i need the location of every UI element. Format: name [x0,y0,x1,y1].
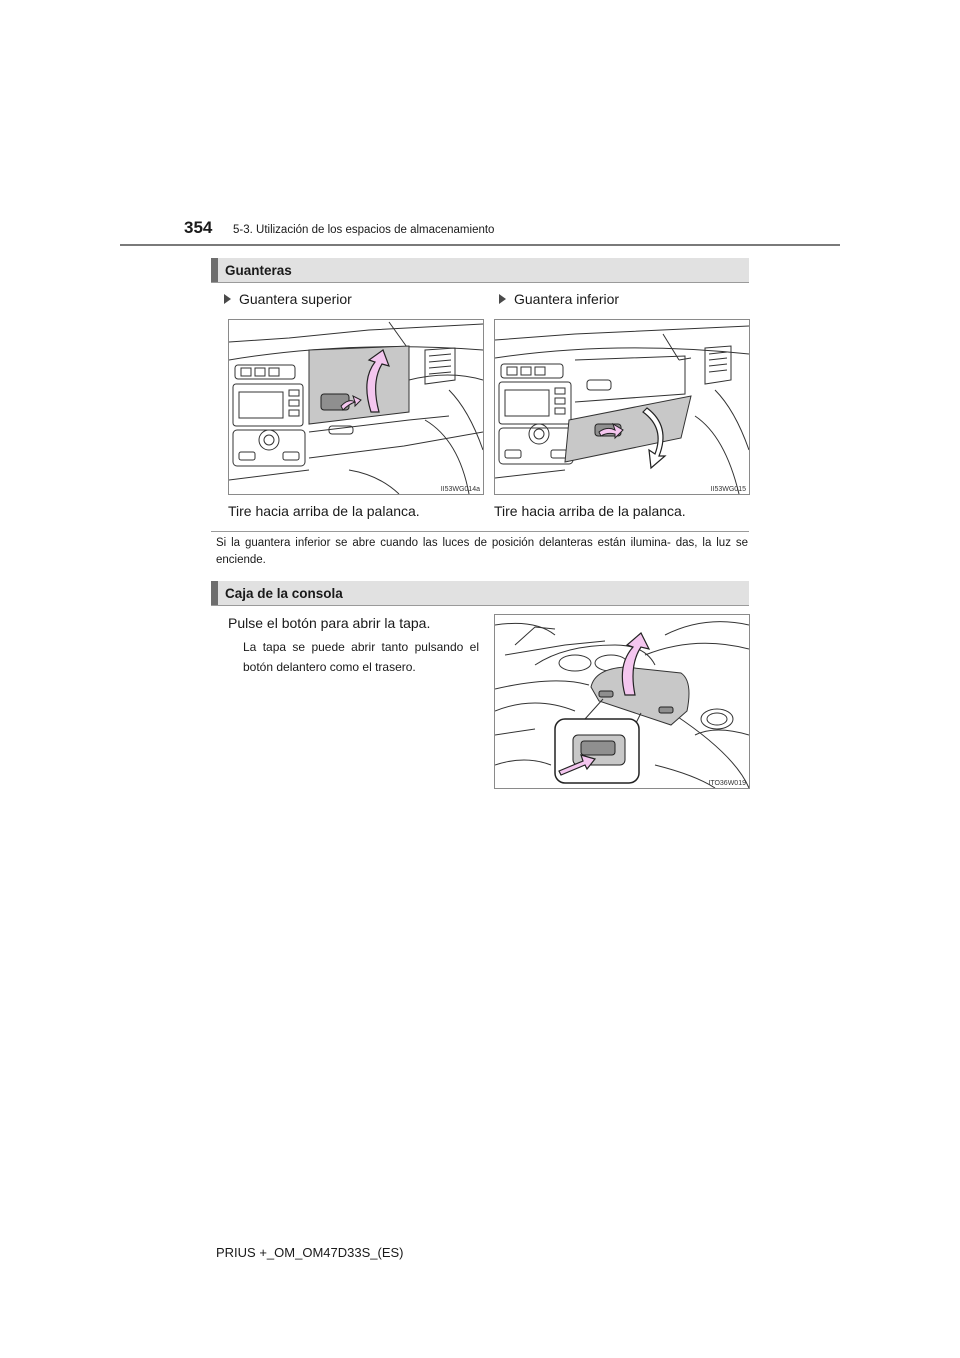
footer-model-code: PRIUS +_OM_OM47D33S_(ES) [216,1245,404,1260]
subheading-upper-glovebox [224,291,352,307]
section-bar-guanteras [211,258,749,282]
section-underline [211,282,749,283]
figure-code: II53WG014a [440,486,480,493]
subheading-label: Guantera inferior [514,291,620,307]
subheading-lower-glovebox [499,291,619,307]
section-title: Guanteras [225,262,292,278]
figure-console-box [494,614,750,789]
console-illustration [495,615,749,788]
page-number: 354 [184,218,213,237]
section-underline [211,605,749,606]
caption-lower-glovebox: Tire hacia arriba de la palanca. [494,503,686,519]
dashboard-illustration [229,320,483,494]
header-rule [120,244,840,246]
triangle-bullet-icon [499,294,506,304]
upper-glovebox-lid [309,346,409,424]
triangle-bullet-icon [224,294,231,304]
rear-button-icon [659,707,673,713]
figure-upper-glovebox [228,319,484,495]
front-button-icon [599,691,613,697]
section-title: Caja de la consola [225,585,343,601]
divider-rule [211,531,749,532]
subheading-label: Guantera superior [239,291,352,307]
console-detail: La tapa se puede abrir tanto pulsando el botón delantero como el trasero. [243,640,479,674]
dashboard-illustration [495,320,749,494]
lower-glovebox-lid [565,396,691,462]
caption-upper-glovebox: Tire hacia arriba de la palanca. [228,503,420,519]
section-bar-consola [211,581,749,605]
note-paragraph: Si la guantera inferior se abre cuando las luces de posición delanteras están ilumina- das, la luz se enciende. [216,537,748,566]
console-instruction: Pulse el botón para abrir la tapa. [228,615,431,631]
figure-code: ITO36W019 [708,780,746,787]
figure-lower-glovebox [494,319,750,495]
figure-code: II53WG015 [710,486,746,493]
running-header: 5-3. Utilización de los espacios de almacenamiento [233,224,495,236]
